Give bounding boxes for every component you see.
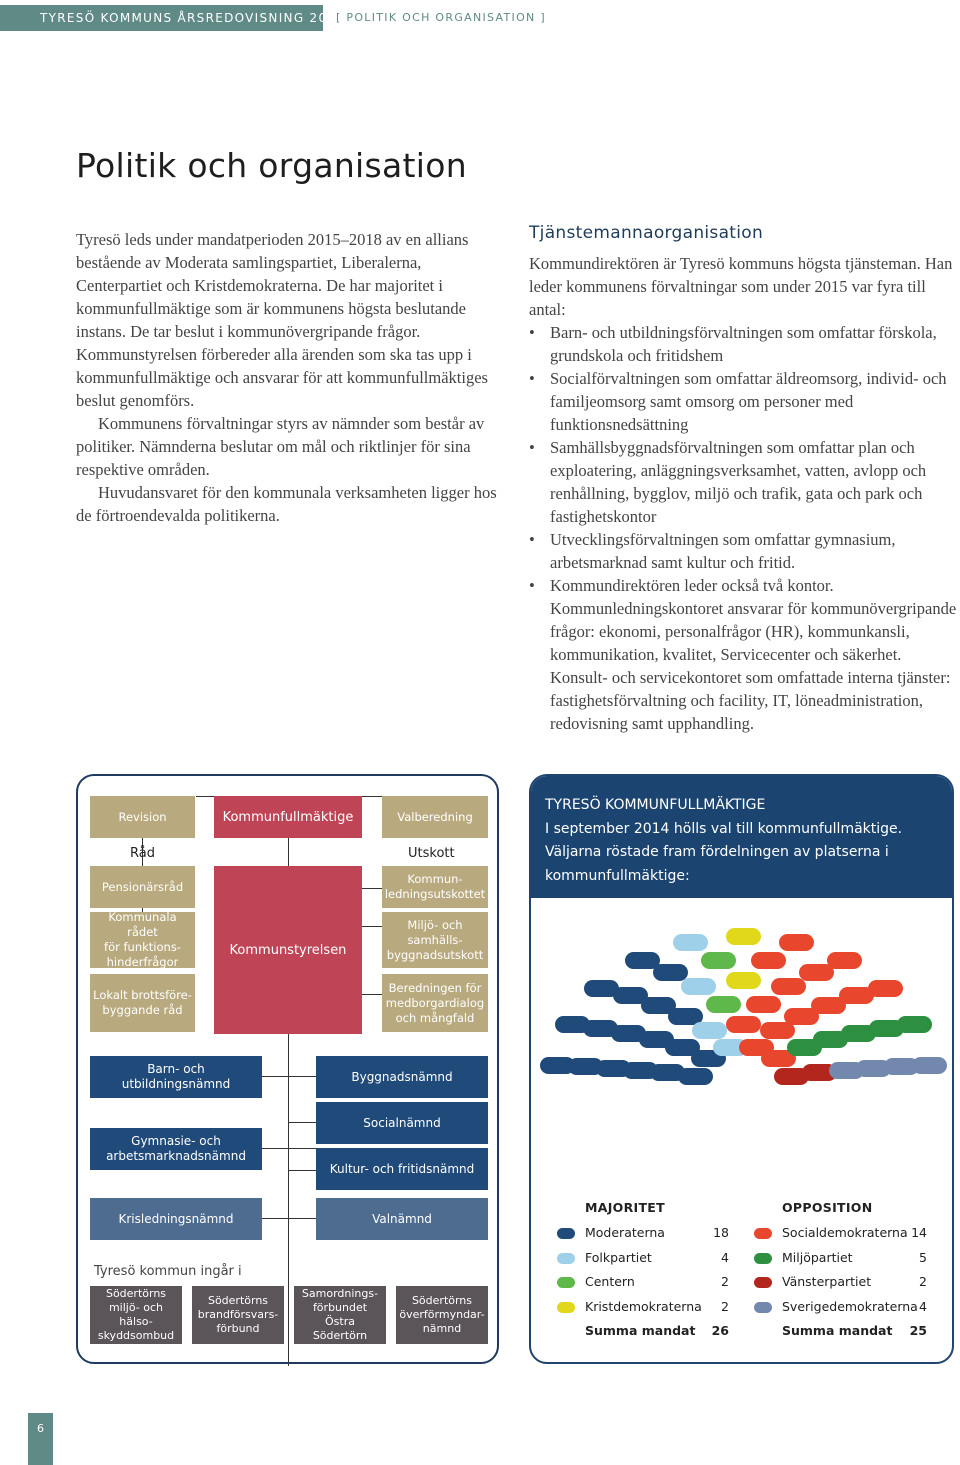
tjanstemann-intro: Kommundirektören är Tyresö kommuns högsta tjänsteman. Han leder kommunens förvaltningar som under 2015 var fyra till antal:: [529, 254, 953, 319]
list-item: • Utvecklingsförvaltningen som omfattar gymnasium, arbetsmarknad samt kultur och fritid.: [529, 528, 957, 574]
page-title: Politik och organisation: [76, 146, 467, 185]
seat-mark: [678, 1068, 713, 1085]
intro-paragraph-2: Kommunens förvaltningar styrs av nämnder som består av politiker. Nämnderna beslutar om mål och riktlinjer för sina respektive områden.: [76, 414, 485, 479]
page-number: 6: [28, 1413, 53, 1465]
party-name: Centern: [585, 1274, 635, 1289]
kommunstyrelsen-box: Kommunstyrelsen: [214, 866, 362, 1034]
tjanstemann-section: [529, 220, 957, 735]
party-name: Miljöpartiet: [782, 1249, 853, 1265]
seat-mark: [706, 996, 741, 1013]
revision-box: Revision: [90, 796, 195, 838]
party-color-swatch: [557, 1253, 575, 1264]
party-seats: 5: [919, 1249, 927, 1265]
rad-label: Råd: [130, 846, 155, 861]
intro-paragraph-1: Tyresö leds under mandatperioden 2015–2018 av en allians bestående av Moderata samlingspartiet, Liberalerna, Centerpartiet och Kristdemokraterna. De har majoritet i kommunfullmäktige som är kommunens högsta beslutande instans. De tar beslut i kommunövergripande frågor. Kommunstyrelsen förbereder alla ärenden som ska tas upp i kommunfullmäktige och ansvarar för att kommunfullmäktiges beslut genomförs.: [76, 230, 488, 410]
party-seats: 4: [721, 1249, 729, 1265]
election-description-line: kommunfullmäktige:: [545, 867, 690, 884]
member-organisation: Södertörns brandförsvars- förbund: [192, 1286, 284, 1344]
party-color-swatch: [557, 1228, 575, 1239]
party-name: Moderaterna: [585, 1225, 665, 1240]
intro-paragraph-3: Huvudansvaret för den kommunala verksamheten ligger hos de förtroendevalda politikerna.: [76, 483, 497, 525]
majority-party-row: [557, 1273, 757, 1291]
section-label: [ POLITIK OCH ORGANISATION ]: [336, 11, 546, 24]
org-chart-panel: [76, 774, 499, 1364]
intro-text: [76, 228, 508, 527]
party-name: Vänsterpartiet: [782, 1274, 872, 1289]
barn-utbildningsnamnd-box: Barn- och utbildningsnämnd: [90, 1056, 262, 1098]
seat-mark: [681, 978, 716, 995]
list-item: • Barn- och utbildningsförvaltningen som omfattar förskola, grundskola och fritidshem: [529, 321, 957, 367]
connector-line: [362, 994, 382, 995]
byggnadsnamnd-box: Byggnadsnämnd: [316, 1056, 488, 1098]
party-seats: 18: [713, 1225, 729, 1240]
funktionshinder-rad-box: Kommunala rådet för funktions- hinderfrågor: [90, 912, 195, 968]
majority-party-row: [557, 1224, 757, 1242]
election-description-line: I september 2014 hölls val till kommunfullmäktige.: [545, 820, 903, 837]
seat-mark: [701, 952, 736, 969]
election-panel: [529, 774, 954, 1364]
kommunfullmaktige-box: Kommunfullmäktige: [214, 796, 362, 838]
majority-sum-row: [585, 1322, 745, 1340]
krisledningsnamnd-box: Krisledningsnämnd: [90, 1198, 262, 1240]
ingar-label: Tyresö kommun ingår i: [94, 1264, 242, 1279]
party-name: Kristdemokraterna: [585, 1298, 702, 1314]
party-name: Sverigedemokraterna: [782, 1298, 918, 1314]
opposition-party-row: [754, 1273, 954, 1291]
majority-sum-value: 26: [711, 1323, 729, 1338]
kommunledningsutskottet-box: Kommun- ledningsutskottet: [382, 866, 488, 908]
connector-line: [362, 796, 382, 797]
seat-mark: [653, 964, 688, 981]
seat-mark: [751, 952, 786, 969]
valberedning-box: Valberedning: [382, 796, 488, 838]
list-item: • Kommundirektören leder också två kontor. Kommunledningskontoret ansvarar för kommunövergripande frågor: ekonomi, personalfrågor (HR), kommunkansli, kommunikation, kvalitet, Servicecenter och säkerhet. Konsult- och servicekontoret som omfattade interna tjänster: fastighetsförvaltning och facility, IT, löneadministration, redovisning samt upphandling.: [529, 574, 957, 735]
party-seats: 4: [919, 1298, 927, 1314]
member-organisation: Samordnings- förbundet Östra Södertörn: [294, 1286, 386, 1344]
party-color-swatch: [754, 1277, 772, 1288]
connector-line: [262, 1218, 316, 1219]
medborgardialog-box: Beredningen för medborgardialog och mångfald: [382, 974, 488, 1032]
majority-party-row: [557, 1298, 757, 1316]
election-title: TYRESÖ KOMMUNFULLMÄKTIGE: [545, 797, 766, 813]
opposition-party-row: [754, 1224, 954, 1242]
majority-title: MAJORITET: [585, 1200, 665, 1215]
tjanstemann-heading: Tjänstemannaorganisation: [529, 223, 764, 243]
connector-line: [362, 926, 382, 927]
party-seats: 2: [721, 1274, 729, 1289]
seat-mark: [692, 1022, 727, 1039]
list-item: • Socialförvaltningen som omfattar äldreomsorg, individ- och familjeomsorg samt omsorg om personer med funktionsnedsättning: [529, 367, 957, 436]
forvaltning-list: [529, 321, 957, 735]
party-color-swatch: [557, 1302, 575, 1313]
election-description-line: Väljarna röstade fram fördelningen av platserna i: [545, 844, 889, 860]
connector-line: [262, 1076, 316, 1077]
list-item: • Samhällsbyggnadsförvaltningen som omfattar plan och exploatering, anläggningsverksamhet, vatten, avlopp och renhållning, bygglov, miljö och trafik, gata och park och fastighetskontor: [529, 436, 957, 528]
seat-mark: [912, 1057, 947, 1074]
miljo-utskott-box: Miljö- och samhälls- byggnadsutskott: [382, 912, 488, 968]
pensionarsrad-box: Pensionärsråd: [90, 866, 195, 908]
seat-mark: [771, 978, 806, 995]
brottsforebyggande-rad-box: Lokalt brottsföre- byggande råd: [90, 974, 195, 1032]
party-color-swatch: [754, 1228, 772, 1239]
seat-mark: [726, 972, 761, 989]
connector-line: [262, 1148, 316, 1149]
seat-mark: [897, 1016, 932, 1033]
opposition-sum-value: 25: [909, 1323, 927, 1338]
opposition-title: OPPOSITION: [782, 1200, 873, 1215]
election-header: [531, 776, 952, 898]
connector-line: [196, 796, 216, 797]
seat-mark: [799, 964, 834, 981]
member-organisation: Södertörns miljö- och hälso- skyddsombud: [90, 1286, 182, 1344]
opposition-party-row: [754, 1298, 954, 1316]
gymnasienamnd-box: Gymnasie- och arbetsmarknadsnämnd: [90, 1128, 262, 1170]
majority-sum-label: Summa mandat: [585, 1323, 696, 1338]
party-color-swatch: [557, 1277, 575, 1288]
report-title-bar: [0, 5, 346, 31]
majority-party-row: [557, 1249, 757, 1267]
report-title: TYRESÖ KOMMUNS ÅRSREDOVISNING 2015: [40, 11, 346, 25]
party-name: Folkpartiet: [585, 1249, 652, 1265]
seat-mark: [779, 934, 814, 951]
seat-mark: [726, 1016, 761, 1033]
connector-line: [288, 1122, 316, 1123]
seat-mark: [726, 928, 761, 945]
party-seats: 2: [721, 1298, 729, 1314]
opposition-sum-label: Summa mandat: [782, 1323, 893, 1338]
seat-mark: [673, 934, 708, 951]
seat-mark: [746, 996, 781, 1013]
connector-line: [362, 888, 382, 889]
party-name: Socialdemokraterna: [782, 1225, 908, 1240]
socialnamnd-box: Socialnämnd: [316, 1102, 488, 1144]
opposition-party-row: [754, 1249, 954, 1267]
party-color-swatch: [754, 1253, 772, 1264]
connector-line: [288, 1170, 316, 1171]
party-seats: 2: [919, 1274, 927, 1289]
party-color-swatch: [754, 1302, 772, 1313]
opposition-sum-row: [782, 1322, 942, 1340]
utskott-label: Utskott: [408, 846, 455, 861]
member-organisation: Södertörns överförmyndar- nämnd: [396, 1286, 488, 1344]
party-seats: 14: [911, 1225, 927, 1240]
valnamnd-box: Valnämnd: [316, 1198, 488, 1240]
seat-mark: [868, 980, 903, 997]
kulturnamnd-box: Kultur- och fritidsnämnd: [316, 1148, 488, 1190]
seat-mark: [827, 952, 862, 969]
